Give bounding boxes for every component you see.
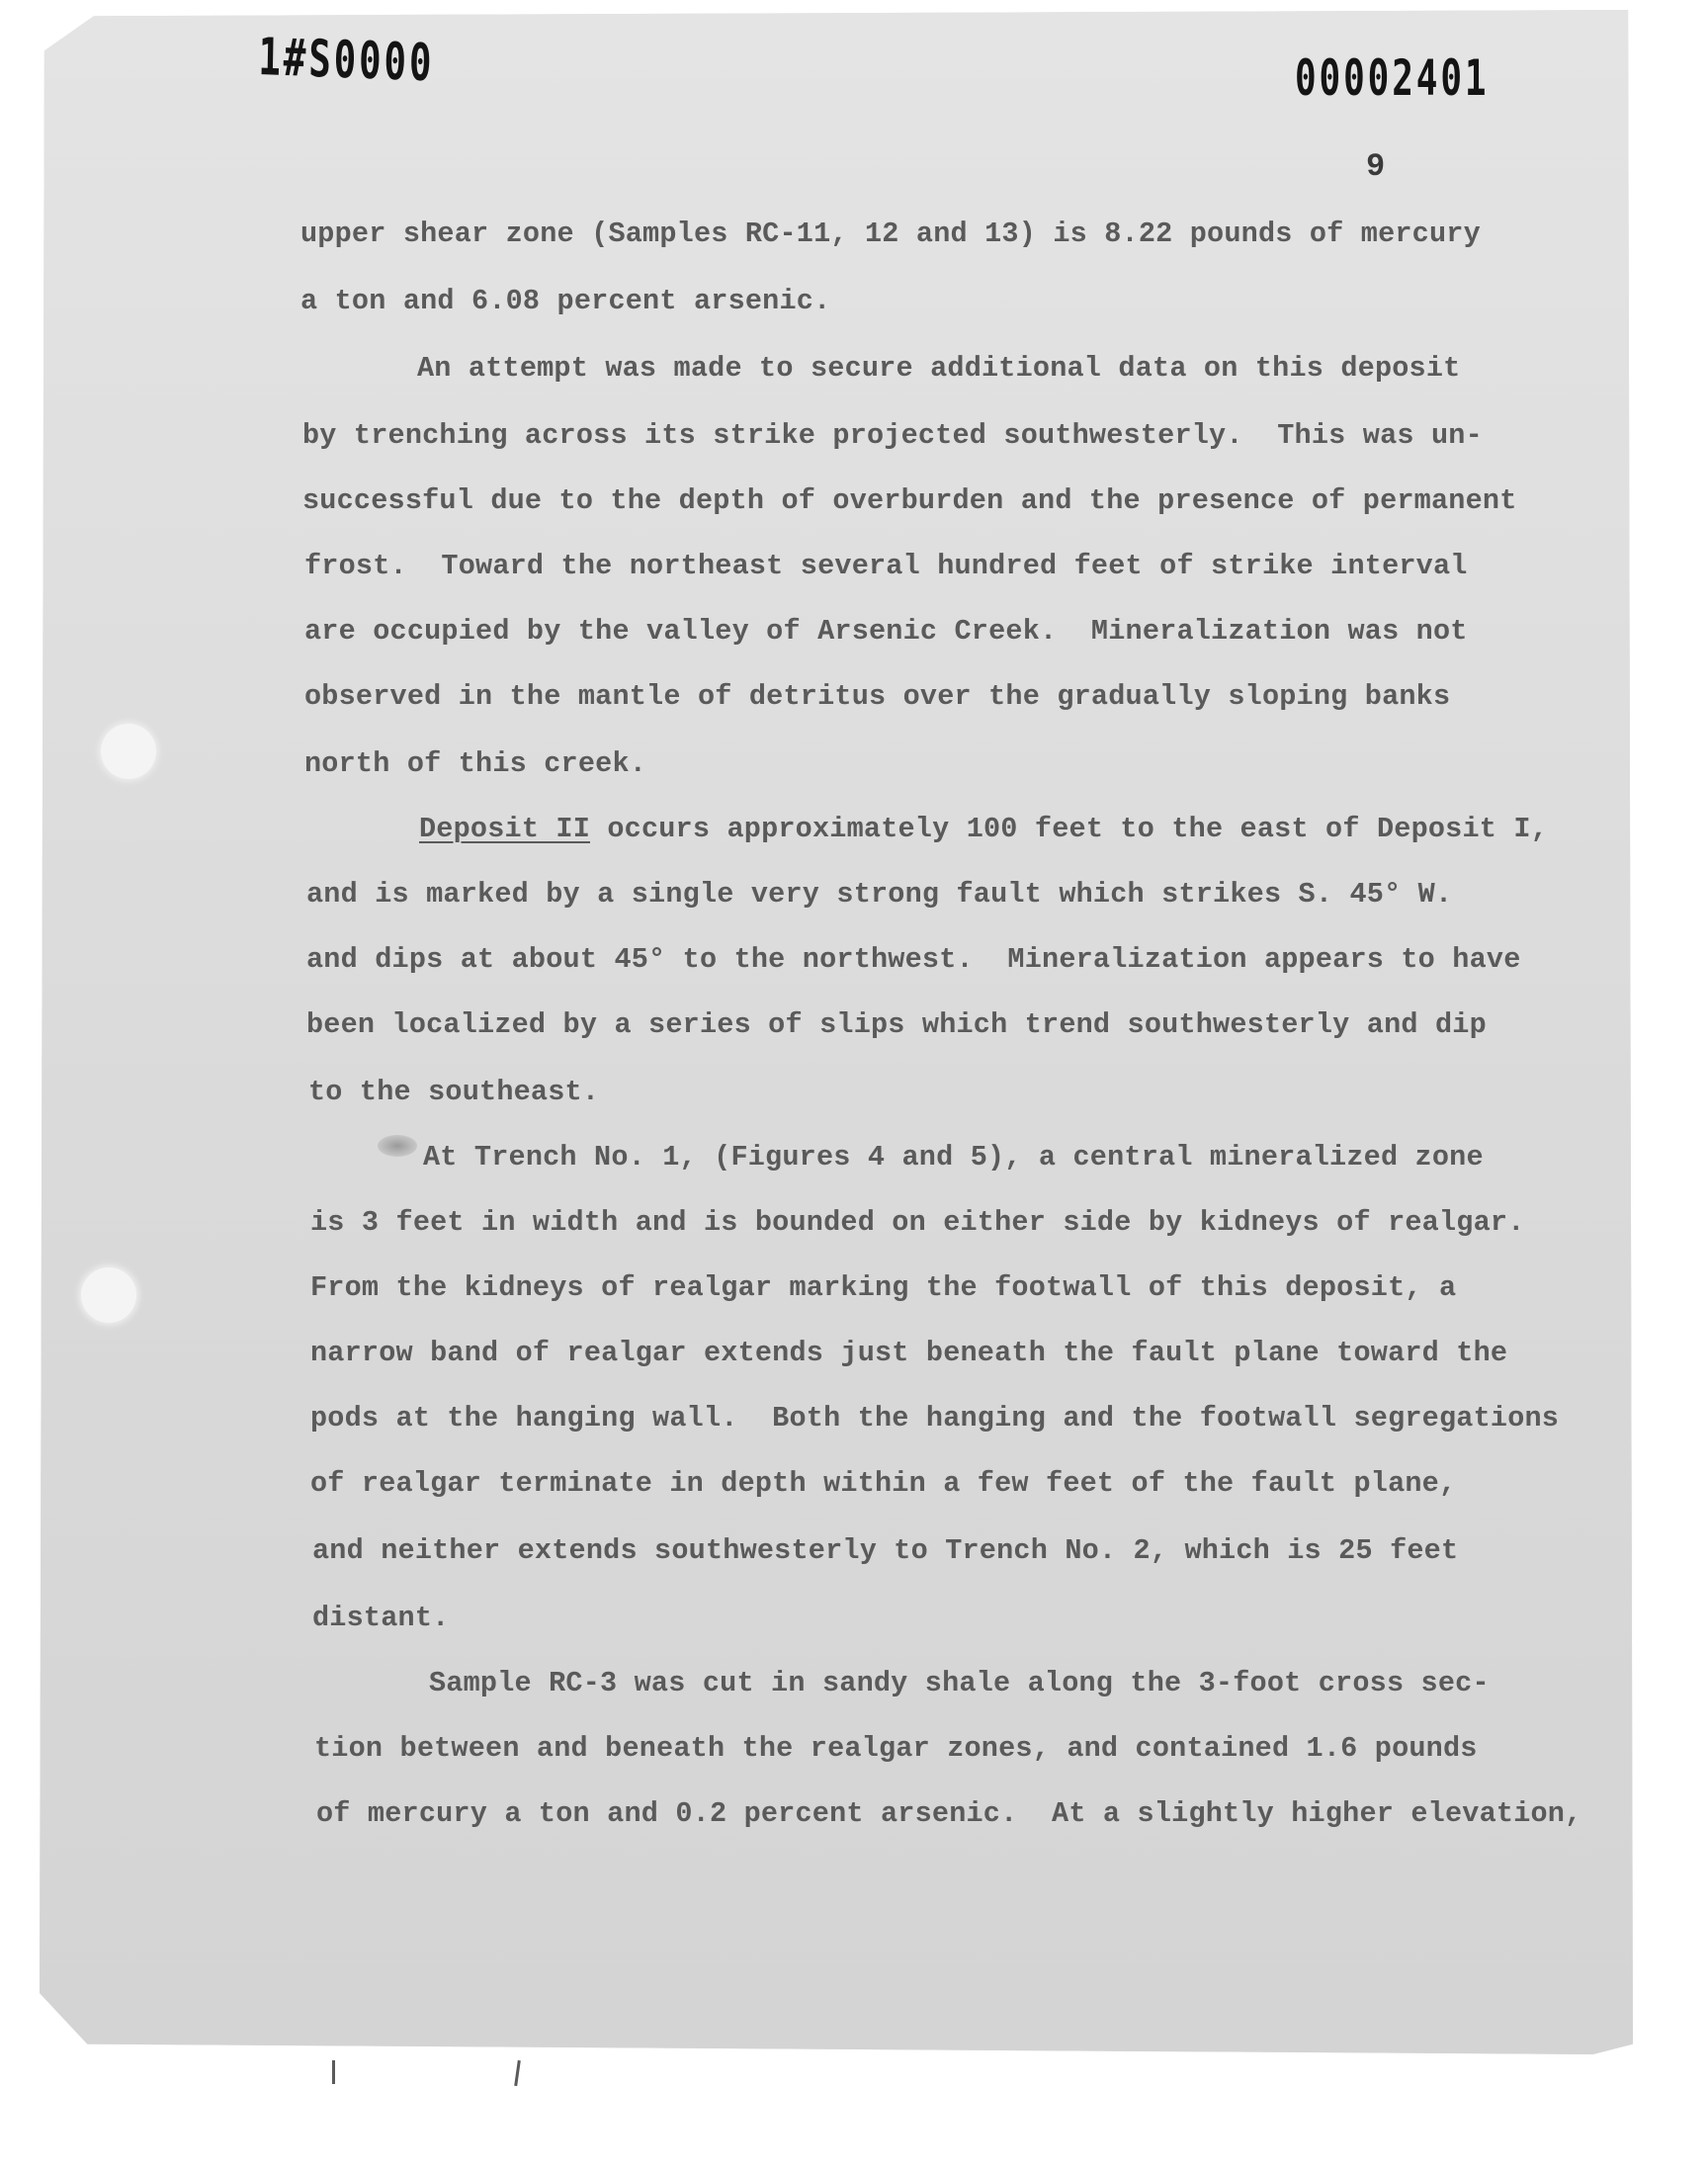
body-line: distant. [312, 1602, 450, 1634]
body-line: upper shear zone (Samples RC-11, 12 and 13) is 8.22 pounds of mercury [300, 218, 1481, 250]
body-line: of realgar terminate in depth within a few feet of the fault plane, [310, 1467, 1457, 1500]
ledger-number-left: 1#S0000 [257, 28, 435, 94]
ink-smudge [378, 1135, 417, 1157]
ledger-number-right: 00002401 [1295, 49, 1490, 107]
bottom-edge-mark [332, 2060, 335, 2084]
body-line: to the southeast. [308, 1076, 600, 1108]
punch-hole-lower [81, 1267, 136, 1323]
body-line: An attempt was made to secure additional data on this deposit [417, 352, 1461, 385]
body-line: Sample RC-3 was cut in sandy shale along the 3-foot cross sec- [429, 1667, 1490, 1699]
body-line: and is marked by a single very strong fault which strikes S. 45° W. [306, 878, 1453, 911]
body-line: and dips at about 45° to the northwest. Mineralization appears to have [306, 943, 1521, 976]
body-line: At Trench No. 1, (Figures 4 and 5), a central mineralized zone [423, 1141, 1484, 1174]
punch-hole-upper [101, 724, 156, 779]
body-line: tion between and beneath the realgar zones, and contained 1.6 pounds [314, 1732, 1478, 1765]
body-line: north of this creek. [304, 747, 647, 780]
body-line: frost. Toward the northeast several hundred feet of strike interval [304, 550, 1468, 582]
body-line-text: occurs approximately 100 feet to the east of Deposit I, [607, 813, 1548, 845]
body-line: pods at the hanging wall. Both the hanging and the footwall segregations [310, 1402, 1560, 1435]
body-line: and neither extends southwesterly to Trench No. 2, which is 25 feet [312, 1534, 1459, 1567]
body-line: observed in the mantle of detritus over the gradually sloping banks [304, 680, 1451, 713]
body-line: been localized by a series of slips which trend southwesterly and dip [306, 1008, 1487, 1041]
deposit-paragraph-line [419, 813, 1548, 845]
body-line: is 3 feet in width and is bounded on either side by kidneys of realgar. [310, 1206, 1525, 1239]
page-number: 9 [1366, 148, 1386, 185]
body-line: a ton and 6.08 percent arsenic. [300, 285, 831, 317]
deposit-heading: Deposit II [419, 813, 591, 845]
body-line: From the kidneys of realgar marking the footwall of this deposit, a [310, 1271, 1457, 1304]
body-line: narrow band of realgar extends just beneath the fault plane toward the [310, 1337, 1508, 1369]
body-line: of mercury a ton and 0.2 percent arsenic. At a slightly higher elevation, [316, 1797, 1582, 1830]
body-line: successful due to the depth of overburden and the presence of permanent [302, 484, 1517, 517]
bottom-edge-mark [514, 2060, 521, 2086]
body-line: are occupied by the valley of Arsenic Creek. Mineralization was not [304, 615, 1468, 648]
body-line: by trenching across its strike projected southwesterly. This was un- [302, 419, 1483, 452]
